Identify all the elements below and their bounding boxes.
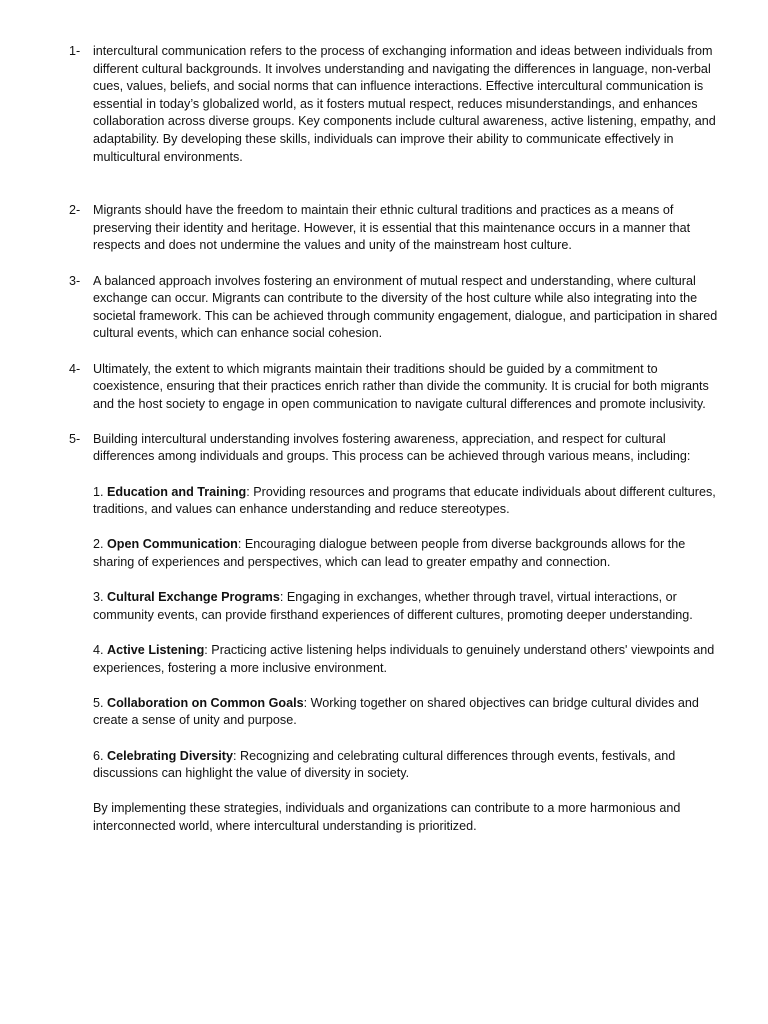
sub-item-1 bbox=[93, 484, 728, 519]
sub-item-3 bbox=[93, 589, 728, 624]
sub-item-prefix: 1. bbox=[93, 484, 108, 499]
sub-item-text: : Practicing active listening helps individuals to genuinely understand others' viewpoints and experiences, fostering a more inclusive environment. bbox=[93, 643, 715, 675]
list-number: 5- bbox=[69, 431, 81, 446]
sub-item-title: Cultural Exchange Programs bbox=[107, 590, 280, 605]
sub-item-title: Celebrating Diversity bbox=[107, 748, 233, 763]
sub-item-2 bbox=[93, 536, 728, 571]
sub-item-title: Open Communication bbox=[107, 537, 238, 552]
sub-item-text: : Working together on shared objectives can bridge cultural divides and create a sense of unity and purpose. bbox=[93, 695, 699, 728]
sub-item-6 bbox=[93, 748, 728, 783]
sub-item-5 bbox=[93, 695, 728, 730]
list-item-1 bbox=[68, 43, 728, 166]
sub-item-title: Collaboration on Common Goals bbox=[107, 695, 304, 710]
list-number: 4- bbox=[69, 361, 81, 376]
sub-item-4 bbox=[93, 642, 728, 677]
sub-item-text: : Engaging in exchanges, whether through travel, virtual interactions, or community events, can provide firsthand experiences of different cultures, promoting deeper understanding. bbox=[93, 590, 693, 622]
list-item-3 bbox=[68, 273, 728, 343]
sub-item-text: : Encouraging dialogue between people from diverse backgrounds allows for the sharing of experiences and perspectives, which can lead to greater empathy and connection. bbox=[93, 537, 686, 570]
paragraph: Building intercultural understanding involves fostering awareness, appreciation, and respect for cultural differences among individuals and groups. This process can be achieved through various means, including: bbox=[93, 431, 691, 464]
sub-item-prefix: 3. bbox=[93, 590, 108, 605]
sub-item-text: : Providing resources and programs that educate individuals about different cultures, traditions, and values can enhance understanding and reduce stereotypes. bbox=[93, 484, 716, 517]
list-item-4 bbox=[68, 361, 728, 414]
sub-item-prefix: 2. bbox=[93, 537, 108, 552]
sub-item-prefix: 4. bbox=[93, 643, 108, 657]
sub-item-text: : Recognizing and celebrating cultural differences through events, festivals, and discussions can highlight the value of diversity in society. bbox=[93, 748, 676, 781]
sub-item-prefix: 6. bbox=[93, 748, 108, 763]
conclusion-text: By implementing these strategies, individuals and organizations can contribute to a more harmonious and interconnected world, where intercultural understanding is prioritized. bbox=[93, 801, 681, 833]
list-item-2 bbox=[68, 202, 728, 255]
list-number: 2- bbox=[69, 203, 81, 218]
paragraph: A balanced approach involves fostering an environment of mutual respect and understanding, where cultural exchange can occur. Migrants can contribute to the diversity of the host culture while also integrating into the societal framework. This can be achieved through community engagement, dialogue, and participation in shared cultural events, which can enhance social cohesion. bbox=[93, 273, 718, 341]
paragraph: Ultimately, the extent to which migrants maintain their traditions should be guided by a commitment to coexistence, ensuring that their practices enrich rather than divide the community. It is crucial for both migrants and the host society to engage in open communication to navigate cultural differences and promote inclusivity. bbox=[93, 361, 709, 411]
list-item-5 bbox=[68, 431, 728, 836]
paragraph: intercultural communication refers to the process of exchanging information and ideas between individuals from different cultural backgrounds. It involves understanding and navigating the differences in language, non-verbal cues, values, beliefs, and social norms that can influence interactions. Effective intercultural communication is essential in today’s globalized world, as it fosters mutual respect, reduces misunderstandings, and enhances collaboration across diverse groups. Key components include cultural awareness, active listening, empathy, and adaptability. By developing these skills, individuals can improve their ability to communicate effectively in multicultural environments. bbox=[93, 44, 716, 164]
list-number: 3- bbox=[69, 273, 81, 288]
sub-item-title: Education and Training bbox=[107, 484, 247, 499]
list-number: 1- bbox=[69, 44, 81, 58]
sub-item-title: Active Listening bbox=[107, 643, 205, 657]
paragraph: Migrants should have the freedom to maintain their ethnic cultural traditions and practices as a means of preserving their identity and heritage. However, it is essential that this maintenance occurs in a manner that respects and does not undermine the values and unity of the mainstream host culture. bbox=[93, 203, 691, 253]
sub-item-prefix: 5. bbox=[93, 695, 108, 710]
conclusion bbox=[93, 800, 728, 835]
